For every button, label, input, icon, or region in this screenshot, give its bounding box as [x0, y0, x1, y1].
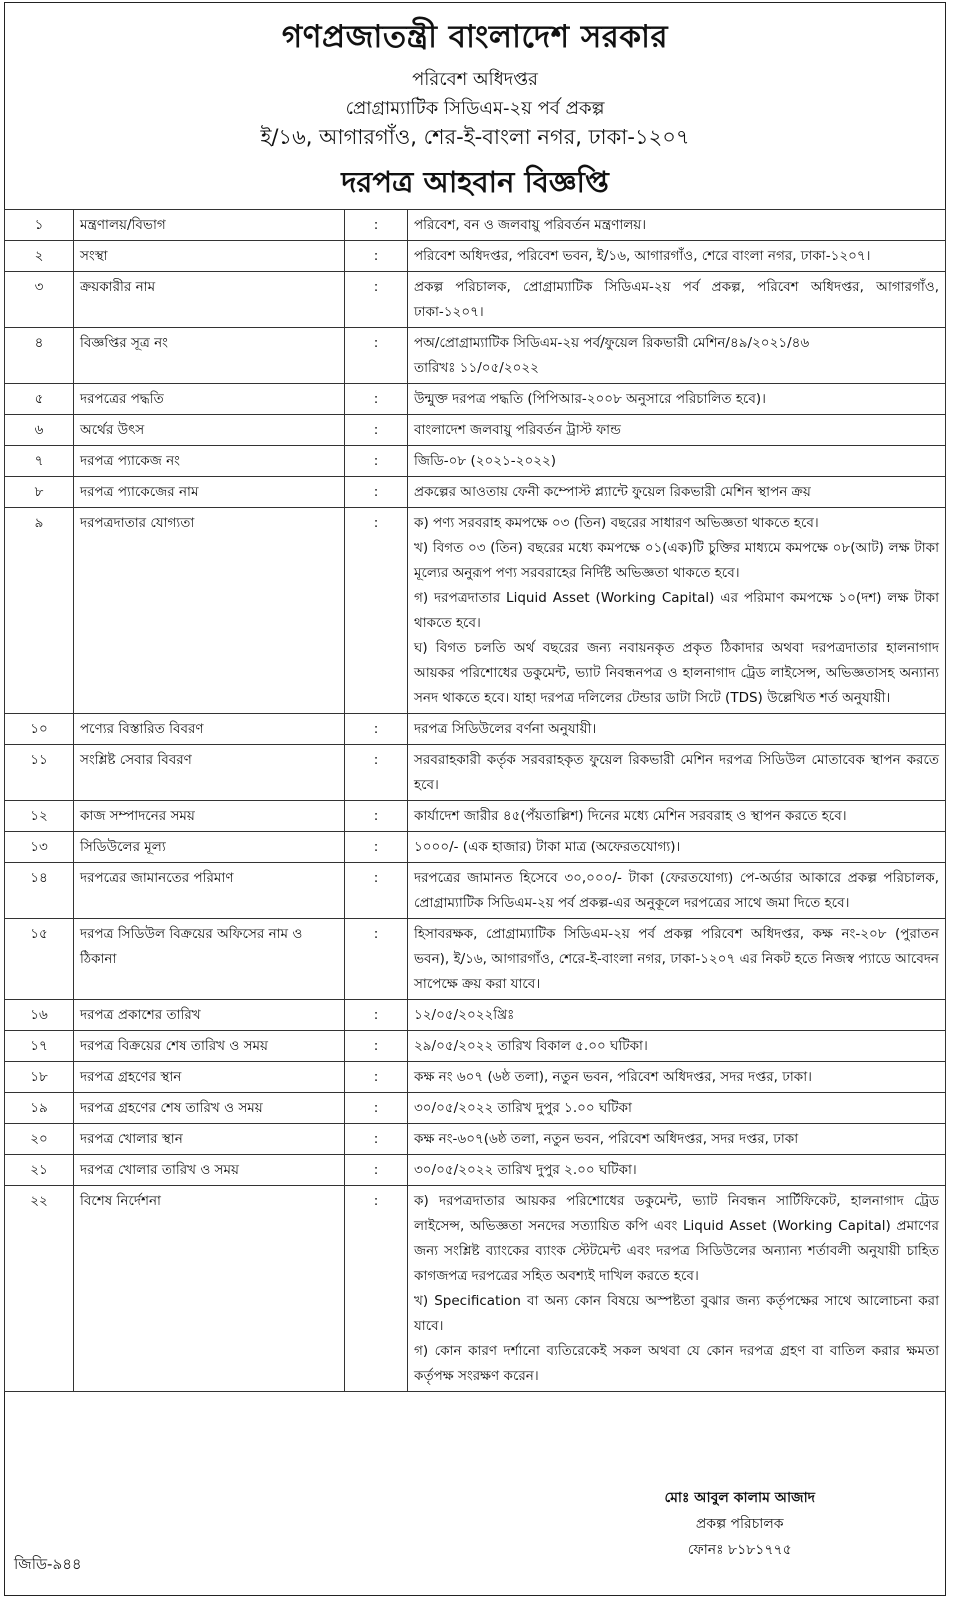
row-serial: ২২ — [5, 1186, 74, 1392]
row-label: দরপত্রদাতার যোগ্যতা — [74, 508, 345, 714]
row-value-paragraph: পরিবেশ অধিদপ্তর, পরিবেশ ভবন, ই/১৬, আগারগাঁও, শেরে বাংলা নগর, ঢাকা-১২০৭। — [414, 248, 871, 264]
row-label: বিশেষ নির্দেশনা — [74, 1186, 345, 1392]
row-label: দরপত্র খোলার তারিখ ও সময় — [74, 1155, 345, 1186]
row-value — [408, 1155, 946, 1186]
project-name: প্রোগ্রাম্যাটিক সিডিএম-২য় পর্ব প্রকল্প — [345, 98, 605, 119]
row-value-paragraph: পরিবেশ, বন ও জলবায়ু পরিবর্তন মন্ত্রণালয়। — [414, 217, 647, 233]
row-label: অর্থের উৎস — [74, 415, 345, 446]
table-row — [5, 384, 946, 415]
row-colon: : — [345, 1062, 408, 1093]
row-value — [408, 1031, 946, 1062]
row-serial: ৪ — [5, 328, 74, 384]
table-row — [5, 745, 946, 801]
row-value-paragraph: দরপত্রের জামানত হিসেবে ৩০,০০০/- টাকা (ফেরতযোগ্য) পে-অর্ডার আকারে প্রকল্প পরিচালক, প্রোগ্রাম্যাটিক সিডিএম-২য় পর্ব প্রকল্প-এর অনুকূলে দরপত্রের সাথে জমা দিতে হবে। — [414, 870, 939, 911]
row-value — [408, 1186, 946, 1392]
row-value-paragraph: ১২/০৫/২০২২খ্রিঃ — [414, 1007, 515, 1023]
row-value — [408, 1062, 946, 1093]
gd-code: জিডি-৯৪৪ — [14, 1555, 82, 1573]
row-value-paragraph: পঅ/প্রোগ্রাম্যাটিক সিডিএম-২য় পর্ব/ফুয়েল রিকভারী মেশিন/৪৯/২০২১/৪৬ — [414, 335, 810, 351]
row-serial: ১৯ — [5, 1093, 74, 1124]
row-value — [408, 415, 946, 446]
row-colon: : — [345, 801, 408, 832]
row-label: দরপত্র বিক্রয়ের শেষ তারিখ ও সময় — [74, 1031, 345, 1062]
row-value — [408, 241, 946, 272]
table-row — [5, 1031, 946, 1062]
row-value — [408, 745, 946, 801]
signatory-designation: প্রকল্প পরিচালক — [695, 1516, 784, 1532]
row-colon: : — [345, 384, 408, 415]
row-serial: ১ — [5, 210, 74, 241]
row-label: দরপত্র প্যাকেজ নং — [74, 446, 345, 477]
row-colon: : — [345, 1000, 408, 1031]
table-row — [5, 272, 946, 328]
row-value — [408, 1093, 946, 1124]
row-colon: : — [345, 1186, 408, 1392]
row-value-paragraph: গ) কোন কারণ দর্শানো ব্যতিরেকেই সকল অথবা যে কোন দরপত্র গ্রহণ বা বাতিল করার ক্ষমতা কর্তৃপক্ষ সংরক্ষণ করেন। — [414, 1343, 939, 1384]
row-value-paragraph: গ) দরপত্রদাতার Liquid Asset (Working Capital) এর পরিমাণ কমপক্ষে ১০(দশ) লক্ষ টাকা থাকতে হবে। — [414, 590, 939, 631]
row-serial: ১৩ — [5, 832, 74, 863]
row-serial: ১৭ — [5, 1031, 74, 1062]
row-label: দরপত্র গ্রহণের শেষ তারিখ ও সময় — [74, 1093, 345, 1124]
table-row — [5, 1124, 946, 1155]
row-value — [408, 863, 946, 919]
table-row — [5, 210, 946, 241]
row-value-paragraph: ১০০০/- (এক হাজার) টাকা মাত্র (অফেরতযোগ্য)। — [414, 839, 681, 855]
row-value-paragraph: প্রকল্পের আওতায় ফেনী কম্পোস্ট প্ল্যান্টে ফুয়েল রিকভারী মেশিন স্থাপন ক্রয় — [414, 484, 811, 500]
row-value — [408, 477, 946, 508]
table-row — [5, 1093, 946, 1124]
row-label: ক্রয়কারীর নাম — [74, 272, 345, 328]
row-value-paragraph: ৩০/০৫/২০২২ তারিখ দুপুর ১.০০ ঘটিকা — [414, 1100, 632, 1116]
row-value — [408, 714, 946, 745]
notice-header — [5, 13, 945, 209]
table-row — [5, 1000, 946, 1031]
table-row — [5, 919, 946, 1000]
row-label: দরপত্রের পদ্ধতি — [74, 384, 345, 415]
table-row — [5, 1186, 946, 1392]
row-serial: ২০ — [5, 1124, 74, 1155]
row-colon: : — [345, 210, 408, 241]
table-row — [5, 714, 946, 745]
row-value-paragraph: খ) বিগত ০৩ (তিন) বছরের মধ্যে কমপক্ষে ০১(এক)টি চুক্তির মাধ্যমে কমপক্ষে ০৮(আট) লক্ষ টাকা মূল্যের অনুরূপ পণ্য সরবরাহের নির্দিষ্ট অভিজ্ঞতা থাকতে হবে। — [414, 540, 939, 581]
row-colon: : — [345, 919, 408, 1000]
row-serial: ২ — [5, 241, 74, 272]
row-colon: : — [345, 1155, 408, 1186]
government-title: গণপ্রজাতন্ত্রী বাংলাদেশ সরকার — [281, 19, 669, 55]
row-serial: ১৬ — [5, 1000, 74, 1031]
row-value-paragraph: উন্মুক্ত দরপত্র পদ্ধতি (পিপিআর-২০০৮ অনুসারে পরিচালিত হবে)। — [414, 391, 766, 407]
row-label: সিডিউলের মূল্য — [74, 832, 345, 863]
row-serial: ১৮ — [5, 1062, 74, 1093]
signatory-phone: ফোনঃ ৮১৮১৭৭৫ — [687, 1542, 792, 1558]
row-label: দরপত্র গ্রহণের স্থান — [74, 1062, 345, 1093]
row-serial: ১১ — [5, 745, 74, 801]
row-value-paragraph: ক) দরপত্রদাতার আয়কর পরিশোধের ডকুমেন্ট, ভ্যাট নিবন্ধন সার্টিফিকেট, হালনাগাদ ট্রেড লাইসেন্স, অভিজ্ঞতা সনদের সত্যায়িত কপি এবং Liquid Asset (Working Capital) প্রমাণের জন্য সংশ্লিষ্ট ব্যাংকের ব্যাংক স্টেটমেন্ট এবং দরপত্র সিডিউলের অন্যান্য শর্তাবলী অনুযায়ী চাহিত কাগজপত্র দরপত্রের সহিত অবশ্যই দাখিল করতে হবে। — [414, 1193, 939, 1284]
table-row — [5, 1155, 946, 1186]
row-label: পণ্যের বিস্তারিত বিবরণ — [74, 714, 345, 745]
row-value-paragraph: জিডি-০৮ (২০২১-২০২২) — [414, 453, 557, 469]
row-serial: ৬ — [5, 415, 74, 446]
row-value-paragraph: ঘ) বিগত চলতি অর্থ বছরের জন্য নবায়নকৃত প্রকৃত ঠিকাদার অথবা দরপত্রদাতার হালনাগাদ আয়কর পরিশোধের ডকুমেন্ট, ভ্যাট নিবন্ধনপত্র ও হালনাগাদ ট্রেড লাইসেন্স, অভিজ্ঞতাসহ অন্যান্য সনদ থাকতে হবে। যাহা দরপত্র দলিলের টেন্ডার ডাটা সিটে (TDS) উল্লেখিত শর্ত অনুযায়ী। — [414, 640, 939, 706]
table-row — [5, 508, 946, 714]
table-row — [5, 446, 946, 477]
table-row — [5, 477, 946, 508]
signatory-name: মোঃ আবুল কালাম আজাদ — [664, 1490, 815, 1506]
row-label: সংস্থা — [74, 241, 345, 272]
row-value-paragraph: খ) Specification বা অন্য কোন বিষয়ে অস্পষ্টতা বুঝার জন্য কর্তৃপক্ষের সাথে আলোচনা করা যাবে। — [414, 1293, 939, 1334]
row-value-paragraph: কার্যাদেশ জারীর ৪৫(পঁয়তাল্লিশ) দিনের মধ্যে মেশিন সরবরাহ ও স্থাপন করতে হবে। — [414, 808, 847, 824]
row-value — [408, 446, 946, 477]
row-serial: ৩ — [5, 272, 74, 328]
table-row — [5, 328, 946, 384]
row-value-paragraph: প্রকল্প পরিচালক, প্রোগ্রাম্যাটিক সিডিএম-২য় পর্ব প্রকল্প, পরিবেশ অধিদপ্তর, আগারগাঁও, ঢাকা-১২০৭। — [414, 279, 939, 320]
row-label: দরপত্র প্রকাশের তারিখ — [74, 1000, 345, 1031]
row-colon: : — [345, 508, 408, 714]
row-value — [408, 508, 946, 714]
row-label: সংশ্লিষ্ট সেবার বিবরণ — [74, 745, 345, 801]
department-name: পরিবেশ অধিদপ্তর — [412, 69, 538, 90]
row-value — [408, 919, 946, 1000]
row-colon: : — [345, 272, 408, 328]
table-row — [5, 801, 946, 832]
table-row — [5, 1062, 946, 1093]
table-row — [5, 863, 946, 919]
row-value — [408, 1000, 946, 1031]
row-value-paragraph: ক) পণ্য সরবরাহ কমপক্ষে ০৩ (তিন) বছরের সাধারণ অভিজ্ঞতা থাকতে হবে। — [414, 515, 819, 531]
row-serial: ২১ — [5, 1155, 74, 1186]
tender-details-table — [4, 209, 946, 1392]
row-label: দরপত্র খোলার স্থান — [74, 1124, 345, 1155]
row-value-paragraph: দরপত্র সিডিউলের বর্ণনা অনুযায়ী। — [414, 721, 597, 737]
row-serial: ৫ — [5, 384, 74, 415]
row-serial: ৭ — [5, 446, 74, 477]
signature-block — [664, 1485, 815, 1563]
row-colon: : — [345, 477, 408, 508]
row-colon: : — [345, 1124, 408, 1155]
office-address: ই/১৬, আগারগাঁও, শের-ই-বাংলা নগর, ঢাকা-১২০৭ — [260, 125, 690, 149]
row-value — [408, 832, 946, 863]
row-value — [408, 272, 946, 328]
row-value-paragraph: কক্ষ নং-৬০৭(৬ষ্ঠ তলা, নতুন ভবন, পরিবেশ অধিদপ্তর, সদর দপ্তর, ঢাকা — [414, 1131, 799, 1147]
row-label: কাজ সম্পাদনের সময় — [74, 801, 345, 832]
row-value-paragraph: কক্ষ নং ৬০৭ (৬ষ্ঠ তলা), নতুন ভবন, পরিবেশ অধিদপ্তর, সদর দপ্তর, ঢাকা। — [414, 1069, 812, 1085]
row-colon: : — [345, 446, 408, 477]
row-value — [408, 801, 946, 832]
row-colon: : — [345, 241, 408, 272]
row-colon: : — [345, 745, 408, 801]
row-value-paragraph: বাংলাদেশ জলবায়ু পরিবর্তন ট্রাস্ট ফান্ড — [414, 422, 621, 438]
row-label: বিজ্ঞপ্তির সূত্র নং — [74, 328, 345, 384]
row-serial: ৯ — [5, 508, 74, 714]
row-value — [408, 328, 946, 384]
row-colon: : — [345, 863, 408, 919]
row-serial: ১৫ — [5, 919, 74, 1000]
row-value-paragraph: ২৯/০৫/২০২২ তারিখ বিকাল ৫.০০ ঘটিকা। — [414, 1038, 648, 1054]
row-serial: ১২ — [5, 801, 74, 832]
row-serial: ৮ — [5, 477, 74, 508]
row-colon: : — [345, 714, 408, 745]
notice-title: দরপত্র আহবান বিজ্ঞপ্তি — [341, 165, 609, 199]
row-colon: : — [345, 328, 408, 384]
row-value — [408, 384, 946, 415]
row-value-paragraph: সরবরাহকারী কর্তৃক সরবরাহকৃত ফুয়েল রিকভারী মেশিন দরপত্র সিডিউল মোতাবেক স্থাপন করতে হবে। — [414, 752, 939, 793]
row-value — [408, 210, 946, 241]
row-label: দরপত্রের জামানতের পরিমাণ — [74, 863, 345, 919]
row-label: মন্ত্রণালয়/বিভাগ — [74, 210, 345, 241]
row-serial: ১৪ — [5, 863, 74, 919]
table-row — [5, 241, 946, 272]
row-value-paragraph: তারিখঃ ১১/০৫/২০২২ — [414, 360, 539, 376]
row-value-paragraph: হিসাবরক্ষক, প্রোগ্রাম্যাটিক সিডিএম-২য় পর্ব প্রকল্প পরিবেশ অধিদপ্তর, কক্ষ নং-২০৮ (পুরাতন ভবন), ই/১৬, আগারগাঁও, শেরে-ই-বাংলা নগর, ঢাকা-১২০৭ এর নিকট হতে নিজস্ব প্যাডে আবেদন সাপেক্ষে ক্রয় করা যাবে। — [414, 926, 939, 992]
row-label: দরপত্র প্যাকেজের নাম — [74, 477, 345, 508]
row-label: দরপত্র সিডিউল বিক্রয়ের অফিসের নাম ও ঠিকানা — [74, 919, 345, 1000]
row-colon: : — [345, 832, 408, 863]
row-serial: ১০ — [5, 714, 74, 745]
row-colon: : — [345, 415, 408, 446]
tender-details-body — [5, 210, 946, 1392]
row-colon: : — [345, 1093, 408, 1124]
row-colon: : — [345, 1031, 408, 1062]
row-value — [408, 1124, 946, 1155]
table-row — [5, 415, 946, 446]
row-value-paragraph: ৩০/০৫/২০২২ তারিখ দুপুর ২.০০ ঘটিকা। — [414, 1162, 637, 1178]
table-row — [5, 832, 946, 863]
